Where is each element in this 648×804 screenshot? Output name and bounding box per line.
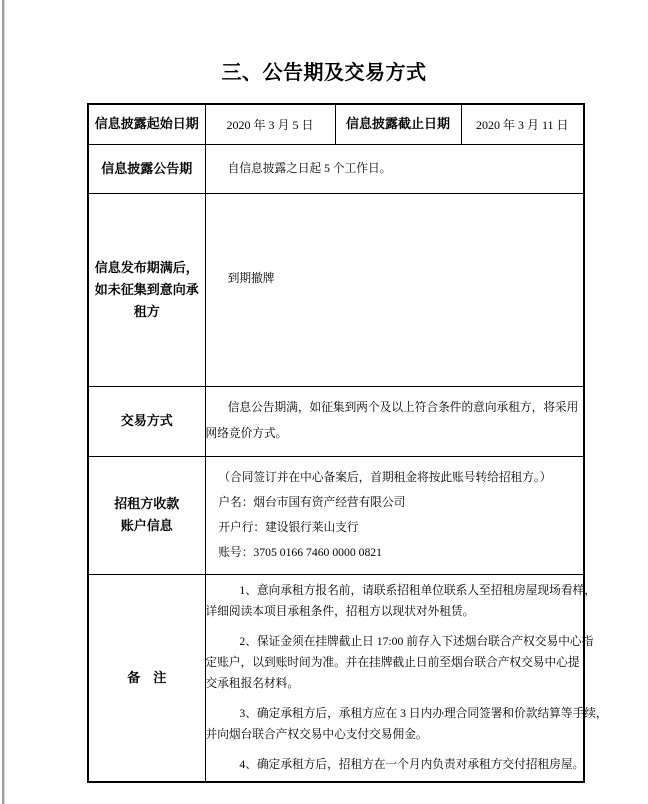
value-info-disclosure-start: 2020 年 3 月 5 日	[205, 104, 335, 144]
label-remarks: 备 注	[88, 574, 205, 782]
remark-line: 交承租报名材料。	[205, 677, 300, 691]
table-row	[88, 144, 584, 193]
label-info-disclosure-end: 信息披露截止日期	[335, 104, 461, 144]
table-row	[88, 104, 584, 144]
table-row	[88, 574, 584, 782]
delisting-text: 到期撤牌	[227, 271, 275, 285]
label-line: 租方	[133, 303, 160, 319]
remark-line: 3、确定承租方后，承租方应在 3 日内办理合同签署和价款结算等手续，	[239, 707, 608, 721]
remark-paragraph-3	[205, 703, 608, 745]
transaction-method-line: 网络竞价方式。	[205, 427, 288, 440]
account-note-line: （合同签订并在中心备案后，首期租金将按此账号转给招租方。）	[218, 471, 552, 484]
label-transaction-method: 交易方式	[88, 386, 205, 456]
remark-paragraph-4	[206, 754, 584, 775]
label-line: 招租方收款	[114, 496, 180, 511]
label-info-disclosure-start: 信息披露起始日期	[88, 104, 205, 144]
table-row	[88, 193, 584, 386]
transaction-method-line: 信息公告期满，如征集到两个及以上符合条件的意向承租方，将采用	[227, 401, 579, 414]
label-no-intent-tenant	[88, 193, 205, 386]
bank-branch-line: 开户行：建设银行莱山支行	[218, 521, 359, 534]
remark-line: 4、确定承租方后，招租方在一个月内负责对承租方交付招租房屋。	[239, 758, 585, 772]
account-holder-line: 户名：烟台市国有资产经营有限公司	[218, 496, 406, 509]
table-row	[88, 456, 584, 574]
label-line: 信息发布期满后，	[94, 259, 199, 275]
value-lessor-account-info	[205, 456, 584, 574]
remark-line: 并向烟台联合产权交易中心支付交易佣金。	[205, 728, 428, 742]
remark-line: 1、意向承租方报名前，请联系招租单位联系人至招租房屋现场看样，	[239, 584, 596, 598]
label-announcement-period: 信息披露公告期	[88, 144, 205, 193]
announcement-period-text: 自信息披露之日起 5 个工作日。	[227, 161, 392, 175]
remark-paragraph-1	[205, 580, 596, 622]
value-announcement-period	[205, 144, 584, 193]
label-lessor-account-info	[88, 456, 205, 574]
table-row	[88, 386, 584, 456]
value-transaction-method	[205, 386, 584, 456]
remark-paragraph-2	[205, 631, 594, 694]
value-info-disclosure-end: 2020 年 3 月 11 日	[461, 104, 584, 144]
label-line: 账户信息	[120, 518, 173, 533]
window-edge-line	[2, 0, 5, 804]
value-remarks	[205, 574, 608, 782]
remark-line: 2、保证金须在挂牌截止日 17:00 前存入下述烟台联合产权交易中心指	[239, 635, 594, 649]
value-no-intent-tenant	[205, 193, 584, 386]
label-line: 如未征集到意向承	[94, 281, 199, 297]
announcement-info-table	[87, 103, 608, 783]
account-number-line: 账号：3705 0166 7460 0000 0821	[218, 546, 382, 559]
remark-line: 详细阅读本项目承租条件，招租方以现状对外租赁。	[205, 605, 475, 619]
section-title: 三、公告期及交易方式	[221, 62, 427, 84]
remark-line: 定账户，以到账时间为准。并在挂牌截止日前至烟台联合产权交易中心提	[205, 656, 580, 670]
